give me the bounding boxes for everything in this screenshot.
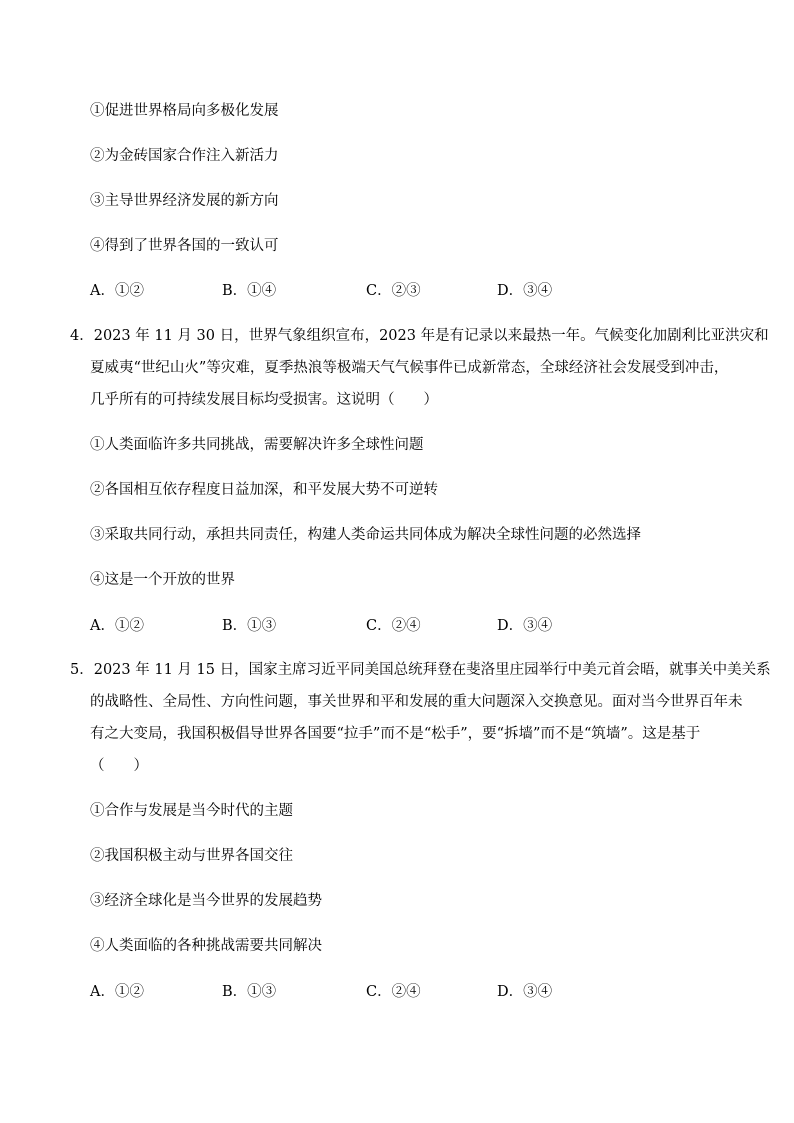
q5-statement-2: ②我国积极主动与世界各国交往 [90, 848, 293, 864]
q5-stem-line-3: 有之大变局，我国积极倡导世界各国要“拉手”而不是“松手”，要“拆墙”而不是“筑墙”。这是基于 [90, 726, 701, 742]
q4-statement-3: ③采取共同行动，承担共同责任，构建人类命运共同体成为解决全球性问题的必然选择 [90, 527, 641, 543]
q4-option-d[interactable]: D．③④ [497, 618, 553, 634]
q5-option-b[interactable]: B．①③ [222, 984, 277, 1000]
q4-option-c[interactable]: C．②④ [366, 618, 421, 634]
q3-option-b[interactable]: B．①④ [222, 283, 277, 299]
q4-stem-line-1: 4．2023 年 11 月 30 日，世界气象组织宣布，2023 年是有记录以来最热一年。气候变化加剧利比亚洪灾和 [70, 328, 769, 344]
q5-statement-4: ④人类面临的各种挑战需要共同解决 [90, 938, 322, 954]
q4-stem-line-3: 几乎所有的可持续发展目标均受损害。这说明（ ） [90, 392, 438, 408]
q5-stem-line-1: 5．2023 年 11 月 15 日，国家主席习近平同美国总统拜登在斐洛里庄园举行中美元首会晤，就事关中美关系 [70, 662, 771, 678]
q5-option-d[interactable]: D．③④ [497, 984, 553, 1000]
q3-option-d[interactable]: D．③④ [497, 283, 553, 299]
q5-stem-line-2: 的战略性、全局性、方向性问题，事关世界和平和发展的重大问题深入交换意见。面对当今世界百年未 [90, 694, 743, 710]
q3-statement-1: ①促进世界格局向多极化发展 [90, 103, 279, 119]
q3-statement-2: ②为金砖国家合作注入新活力 [90, 148, 279, 164]
q4-statement-4: ④这是一个开放的世界 [90, 572, 235, 588]
q4-stem-line-2: 夏威夷“世纪山火”等灾难，夏季热浪等极端天气气候事件已成新常态，全球经济社会发展受到冲击， [90, 360, 729, 376]
q4-statement-2: ②各国相互依存程度日益加深，和平发展大势不可逆转 [90, 482, 438, 498]
q5-option-c[interactable]: C．②④ [366, 984, 421, 1000]
q5-statement-1: ①合作与发展是当今时代的主题 [90, 803, 293, 819]
q3-statement-4: ④得到了世界各国的一致认可 [90, 238, 279, 254]
q3-option-a[interactable]: A．①② [90, 283, 144, 299]
q5-statement-3: ③经济全球化是当今世界的发展趋势 [90, 893, 322, 909]
q3-statement-3: ③主导世界经济发展的新方向 [90, 193, 279, 209]
q4-option-b[interactable]: B．①③ [222, 618, 277, 634]
q5-stem-line-4: （ ） [90, 758, 148, 774]
q4-option-a[interactable]: A．①② [90, 618, 144, 634]
q3-option-c[interactable]: C．②③ [366, 283, 421, 299]
q4-statement-1: ①人类面临许多共同挑战，需要解决许多全球性问题 [90, 437, 424, 453]
q5-option-a[interactable]: A．①② [90, 984, 144, 1000]
